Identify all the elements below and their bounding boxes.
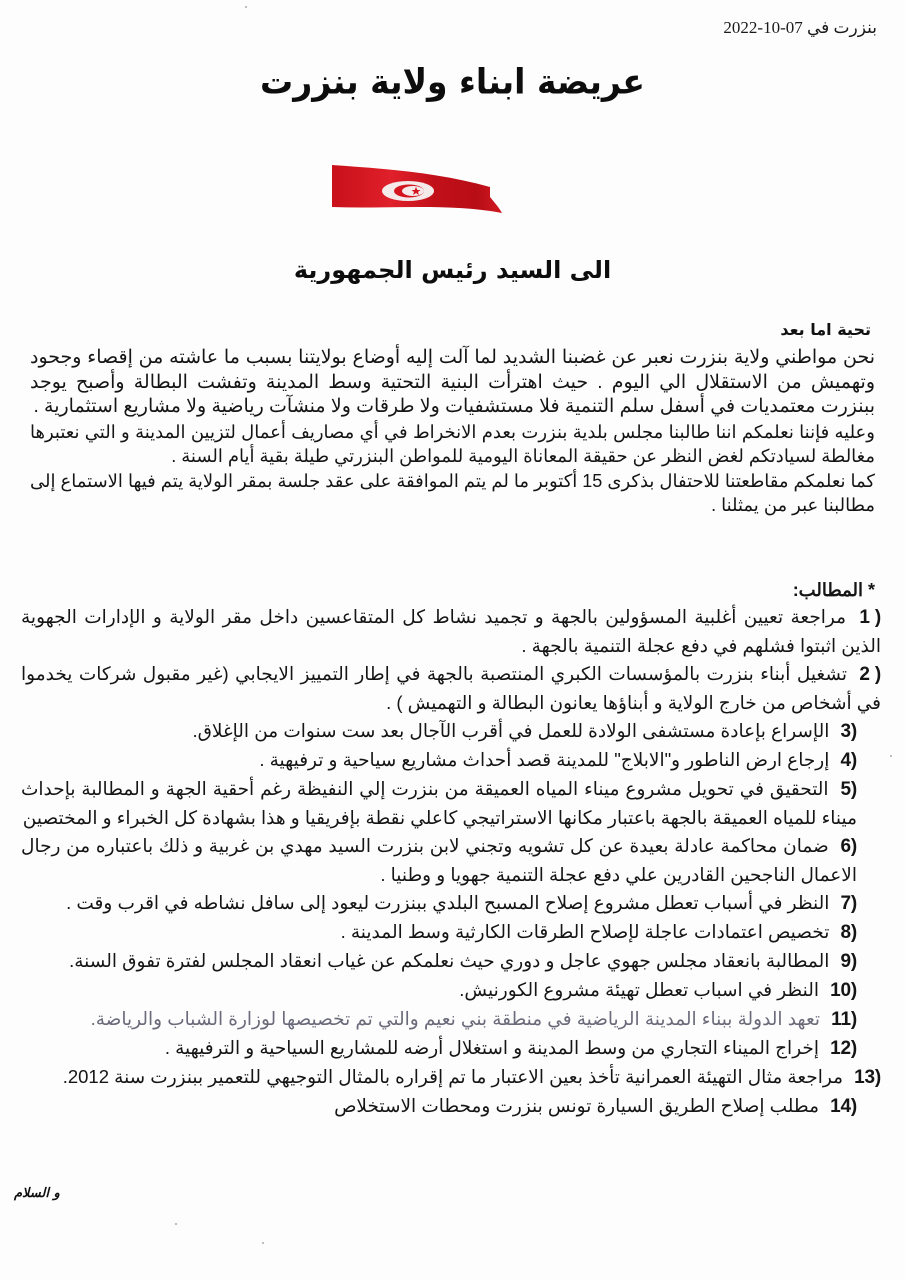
- demand-item: [21, 1092, 881, 1121]
- scan-speck: [262, 1242, 264, 1244]
- closing-salutation: و السلام: [14, 1186, 60, 1201]
- demand-number: 13): [854, 1067, 881, 1088]
- demand-text: مراجعة مثال التهيئة العمرانية تأخذ بعين الاعتبار ما تم إقراره بالمثال التوجيهي للتعمير ببنزرت سنة 2012.: [62, 1066, 843, 1087]
- demand-item: [21, 832, 881, 889]
- demand-number: 5): [840, 779, 858, 800]
- demand-item: [21, 775, 881, 832]
- intro-paragraph-2: وعليه فإننا نعلمكم اننا طالبنا مجلس بلدية بنزرت بعدم الانخراط في أي مصاريف أعمال لتزيين المدينة و التي نعتبرها مغالطة لسيادتكم لغض النظر عن حقيقة المعاناة اليومية للمواطن البنزرتي طيلة بقية أيام السنة .: [30, 421, 875, 466]
- recipient-heading: الى السيد رئيس الجمهورية: [293, 256, 612, 284]
- demand-text: المطالبة بانعقاد مجلس جهوي عاجل و دوري حيث نعلمكم عن غياب انعقاد المجلس لفترة تفوق السنة.: [69, 950, 830, 971]
- demands-heading: * المطالب:: [792, 580, 875, 600]
- demand-text: إرجاع ارض الناطور و"الابلاج" للمدينة قصد أحداث مشاريع سياحية و ترفيهية .: [259, 749, 830, 770]
- demand-text: الإسراع بإعادة مستشفى الولادة للعمل في أقرب الآجال بعد ست سنوات من الإغلاق.: [192, 720, 830, 741]
- demand-number: 11): [831, 1009, 857, 1030]
- demand-text: مطلب إصلاح الطريق السيارة تونس بنزرت ومحطات الاستخلاص: [334, 1095, 819, 1116]
- demand-text: مراجعة تعيين أغلبية المسؤولين بالجهة و تجميد نشاط كل المتقاعسين داخل مقر الولاية و الإدارات الجهوية الذين اثبتوا فشلهم في دفع عجلة التنمية بالجهة .: [21, 606, 881, 656]
- demand-item: [21, 746, 881, 775]
- scan-speck: [245, 6, 247, 8]
- intro-paragraph-1: نحن مواطني ولاية بنزرت نعبر عن غضبنا الشديد لما آلت إليه أوضاع بولايتنا بسبب ما عاشته من إقصاء وجحود وتهميش من الاستقلال الي اليوم . حيث اهترأت البنية التحتية وسط المدينة وتفشت البطالة وأصبح يوجد ببنزرت معتمديات في أسفل سلم التنمية فلا مستشفيات ولا طرقات ولا منشآت رياضية ولا مشاريع استثمارية .: [30, 347, 875, 417]
- demand-number: 3): [840, 721, 857, 742]
- demands-list: [21, 573, 881, 1121]
- demand-number: 1 ): [859, 607, 881, 628]
- intro-body: [30, 346, 875, 518]
- demand-item: [21, 603, 881, 660]
- demand-text: تعهد الدولة ببناء المدينة الرياضية في منطقة بني نعيم والتي تم تخصيصها لوزارة الشباب والرياضة.: [90, 1008, 821, 1029]
- greeting: تحية اما بعد: [780, 320, 871, 339]
- demand-number: 10): [830, 980, 857, 1001]
- demand-item: [21, 918, 881, 947]
- demand-item: [21, 1005, 881, 1034]
- demand-item: [21, 947, 881, 976]
- demand-number: 7): [840, 893, 857, 914]
- demand-item: [21, 889, 881, 918]
- demand-number: 4): [840, 750, 857, 771]
- tunisia-flag-icon: [330, 163, 502, 215]
- demand-number: 9): [840, 951, 857, 972]
- demand-item: [21, 1034, 881, 1063]
- demand-item: [21, 1063, 881, 1092]
- demand-text: التحقيق في تحويل مشروع ميناء المياه العميقة من بنزرت إلي النفيظة رغم أحقية الجهة و المطالبة بإحداث ميناء للمياه العميقة بالجهة باعتبار مكانها الاستراتيجي كاعلي نقطة بإفريقيا و هذا بشهادة كل الخبراء و المختصين: [21, 778, 857, 828]
- demand-number: 6): [840, 836, 857, 857]
- demand-text: النظر في اسباب تعطل تهيئة مشروع الكورنيش.: [459, 979, 819, 1000]
- date-line: بنزرت في 07-10-2022: [723, 18, 877, 37]
- petition-title: عريضة ابناء ولاية بنزرت: [260, 61, 645, 102]
- demand-item: [21, 717, 881, 746]
- demand-number: 14): [830, 1096, 857, 1117]
- demand-text: تشغيل أبناء بنزرت بالمؤسسات الكبري المنتصبة بالجهة في إطار التمييز الايجابي (غير مقبول شركات يخدموا في أشخاص من خارج الولاية و أبناؤها يعانون البطالة و التهميش ) .: [21, 663, 881, 713]
- demand-text: إخراج الميناء التجاري من وسط المدينة و استغلال أرضه للمشاريع السياحية و الترفيهية .: [164, 1037, 819, 1058]
- demand-text: ضمان محاكمة عادلة بعيدة عن كل تشويه وتجني لابن بنزرت السيد مهدي بن غربية و ذلك باعتباره من رجال الاعمال الناجحين القادرين علي دفع عجلة التنمية جهويا و وطنيا .: [21, 835, 857, 885]
- demand-item: [21, 660, 881, 717]
- scan-speck: [890, 755, 892, 757]
- scan-speck: [175, 1223, 177, 1225]
- demand-number: 12): [830, 1038, 857, 1059]
- demand-number: 2 ): [859, 664, 881, 685]
- demand-text: تخصيص اعتمادات عاجلة لإصلاح الطرقات الكارثية وسط المدينة .: [340, 921, 830, 942]
- intro-paragraph-3: كما نعلمكم مقاطعتنا للاحتفال بذكرى 15 أكتوبر ما لم يتم الموافقة على عقد جلسة بمقر الولاية يتم فيها الاستماع إلى مطالبنا عبر من يمثلنا .: [30, 470, 875, 515]
- demand-item: [21, 976, 881, 1005]
- demand-number: 8): [840, 922, 857, 943]
- demand-text: النظر في أسباب تعطل مشروع إصلاح المسبح البلدي ببنزرت ليعود إلى سافل نشاطه في اقرب وقت .: [66, 892, 830, 913]
